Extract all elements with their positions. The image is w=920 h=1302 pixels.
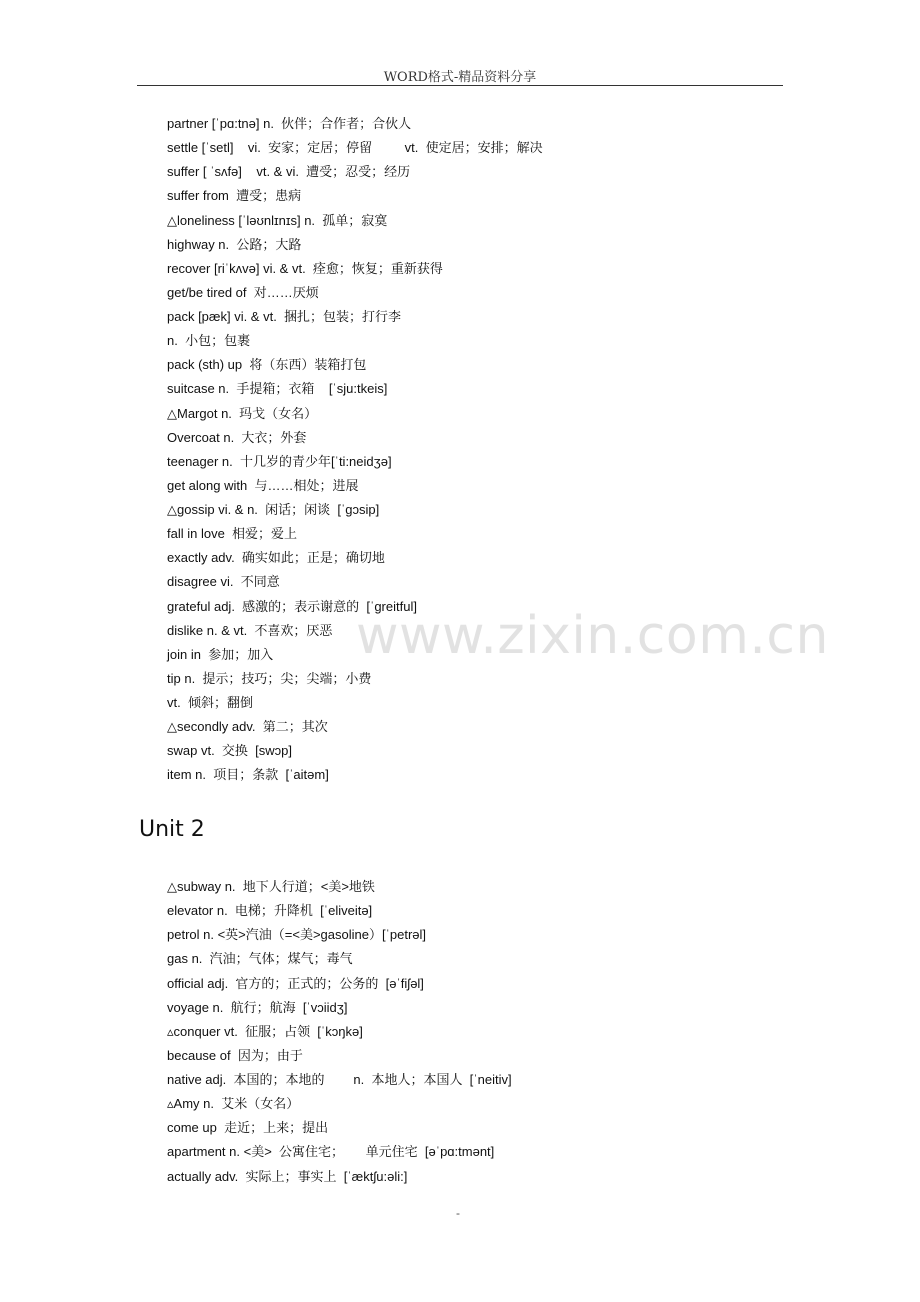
- vocabulary-list-1: [167, 114, 543, 790]
- vocab-entry: ▵conquer vt. 征服；占领 [ˈkɔŋkə]: [167, 1023, 363, 1039]
- vocab-entry: come up 走近；上来；提出: [167, 1120, 329, 1136]
- vocab-entry: exactly adv. 确实如此；正是；确切地: [167, 550, 385, 566]
- vocab-entry: suffer from 遭受；患病: [167, 188, 302, 204]
- vocab-entry: ▵Amy n. 艾米（女名）: [167, 1096, 300, 1112]
- vocab-entry: suitcase n. 手提箱；衣箱 [ˈsju:tkeis]: [167, 381, 388, 397]
- watermark: www.zixin.com.cn: [356, 606, 829, 666]
- page-header: WORD格式-精品资料分享: [383, 70, 537, 85]
- vocab-entry: get/be tired of 对……厌烦: [167, 284, 319, 300]
- vocab-entry: △loneliness [ˈləʊnlɪnɪs] n. 孤单；寂寞: [167, 212, 388, 228]
- vocab-entry: tip n. 提示；技巧；尖；尖端；小费: [167, 670, 372, 686]
- vocab-entry: teenager n. 十几岁的青少年[ˈti:neidʒə]: [167, 453, 392, 469]
- vocab-entry: join in 参加；加入: [167, 646, 274, 662]
- header-divider: [137, 85, 783, 86]
- vocab-entry: official adj. 官方的；正式的；公务的 [əˈfiʃəl]: [167, 975, 424, 991]
- vocab-entry: voyage n. 航行；航海 [ˈvɔiidʒ]: [167, 999, 348, 1015]
- vocab-entry: vt. 倾斜；翻倒: [167, 695, 253, 710]
- vocab-entry: pack [pæk] vi. & vt. 捆扎；包装；打行李: [167, 309, 402, 324]
- vocab-entry: item n. 项目；条款 [ˈaitəm]: [167, 767, 329, 783]
- section-heading: Unit 2: [139, 817, 205, 842]
- vocab-entry: partner [ˈpɑ:tnə] n. 伙伴；合作者；合伙人: [167, 116, 412, 131]
- vocab-entry: △subway n. 地下人行道；<美>地铁: [167, 879, 375, 894]
- vocab-entry: Overcoat n. 大衣；外套: [167, 429, 307, 445]
- vocab-entry: recover [riˈkʌvə] vi. & vt. 痊愈；恢复；重新获得: [167, 260, 443, 276]
- vocab-entry: △Margot n. 玛戈（女名）: [167, 405, 318, 421]
- vocab-entry: because of 因为；由于: [167, 1047, 303, 1063]
- vocab-entry: dislike n. & vt. 不喜欢；厌恶: [167, 622, 333, 638]
- vocab-entry: △secondly adv. 第二；其次: [167, 719, 328, 735]
- vocab-entry: apartment n. <美> 公寓住宅； 单元住宅 [əˈpɑ:tmənt]: [167, 1144, 495, 1160]
- vocab-entry: △gossip vi. & n. 闲话；闲谈 [ˈgɔsip]: [167, 502, 380, 517]
- vocab-entry: petrol n. <英>汽油（=<美>gasoline）[ˈpetrəl]: [167, 927, 427, 943]
- vocab-entry: fall in love 相爱；爱上: [167, 526, 298, 542]
- page-footer: -: [456, 1206, 460, 1220]
- vocab-entry: highway n. 公路；大路: [167, 236, 302, 252]
- vocab-entry: actually adv. 实际上；事实上 [ˈæktʃu:əli:]: [167, 1168, 408, 1184]
- vocab-entry: suffer [ ˈsʌfə] vt. & vi. 遭受；忍受；经历: [167, 164, 411, 180]
- vocabulary-list-2: [167, 877, 512, 1191]
- vocab-entry: gas n. 汽油；气体；煤气；毒气: [167, 951, 353, 967]
- vocab-entry: n. 小包；包裹: [167, 333, 251, 349]
- vocab-entry: settle [ˈsetl] vi. 安家；定居；停留 vt. 使定居；安排；解决: [167, 140, 543, 156]
- vocab-entry: disagree vi. 不同意: [167, 574, 280, 590]
- vocab-entry: elevator n. 电梯；升降机 [ˈeliveitə]: [167, 903, 373, 919]
- vocab-entry: native adj. 本国的；本地的 n. 本地人；本国人 [ˈneitiv]: [167, 1072, 512, 1087]
- vocab-entry: pack (sth) up 将（东西）装箱打包: [167, 357, 367, 373]
- vocab-entry: swap vt. 交换 [swɔp]: [167, 743, 292, 759]
- vocab-entry: get along with 与……相处；进展: [167, 477, 359, 493]
- vocab-entry: grateful adj. 感激的；表示谢意的 [ˈgreitful]: [167, 598, 417, 614]
